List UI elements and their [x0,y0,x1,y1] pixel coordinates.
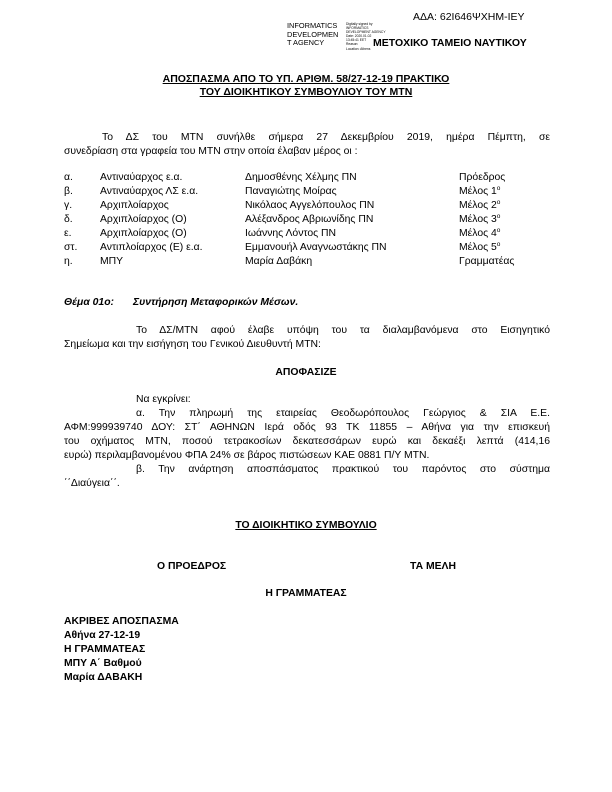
member-letter: α. [64,172,73,183]
certification-line: ΑΚΡΙΒΕΣ ΑΠΟΣΠΑΣΜΑ [64,616,179,627]
member-letter: η. [64,256,73,267]
certification-line: ΜΠΥ Α΄ Βαθμού [64,658,142,669]
stamp-line: INFORMATICS [287,21,338,30]
member-rank: Αντιναύαρχος ΛΣ ε.α. [100,186,199,197]
item-a-line4: ευρώ) περιλαμβανομένου ΦΠΑ 24% σε βάρος πιστώσεων ΚΑΕ 0881 Π/Υ ΜΤΝ. [64,450,430,461]
subject-label: Θέμα 01ο: [64,297,115,308]
member-letter: δ. [64,214,73,225]
member-letter: β. [64,186,73,197]
member-rank: Αντιναύαρχος ε.α. [100,172,183,183]
member-role: Γραμματέας [459,256,515,267]
member-letter: γ. [64,200,73,211]
member-rank: Αρχιπλοίαρχος (Ο) [100,228,187,239]
president-label: Ο ΠΡΟΕΔΡΟΣ [157,561,227,572]
item-a-line3: του οχήματος ΜΤΝ, ποσού τετρακοσίων δεκατεσσάρων ευρώ και δεκαέξι λεπτά (414,16 [64,436,550,447]
stamp-detail: INFORMATICS [346,26,369,31]
stamp-detail: 13:45:41 EET [346,38,367,43]
member-name: Παναγιώτης Μοίρας [245,186,337,197]
members-label: ΤΑ ΜΕΛΗ [410,561,456,572]
intro-line2: συνεδρίαση στα γραφεία του ΜΤΝ στην οποία έλαβαν μέρος οι : [64,146,358,157]
member-rank: ΜΠΥ [100,256,124,267]
item-a-line1: α. Την πληρωμή της εταιρείας Θεοδωρόπουλος Γεώργιος & ΣΙΑ Ε.Ε. [136,408,550,419]
stamp-detail: Location: Athens [346,46,371,51]
member-role: Μέλος $5^o$ [459,241,501,253]
secretary-label: Η ΓΡΑΜΜΑΤΕΑΣ [265,588,347,599]
signature-stamp-org [287,22,338,48]
member-rank: Αρχιπλοίαρχος (Ο) [100,214,187,225]
stamp-detail: DEVELOPMENT AGENCY [346,30,386,35]
stamp-detail: Reason: [346,42,359,47]
organization-name: ΜΕΤΟΧΙΚΟ ΤΑΜΕΙΟ ΝΑΥΤΙΚΟΥ [373,37,527,49]
document-title-line1: ΑΠΟΣΠΑΣΜΑ ΑΠΟ ΤΟ ΥΠ. ΑΡΙΘΜ. 58/27-12-19 ΠΡΑΚΤΙΚΟ [162,73,450,85]
member-role: Πρόεδρος [459,172,506,183]
member-role: Μέλος $4^o$ [459,227,501,239]
consideration-line1: Το ΔΣ/ΜΤΝ αφού έλαβε υπόψη του τα διαλαμβανόμενα στο Εισηγητικό [136,325,550,336]
stamp-detail: Digitally signed by [346,22,373,26]
member-letter: ε. [64,228,72,239]
member-name: Νικόλαος Αγγελόπουλος ΠΝ [245,200,375,211]
member-name: Δημοσθένης Χέλμης ΠΝ [245,172,357,183]
decision-heading: ΑΠΟΦΑΣΙΖΕ [275,367,337,378]
stamp-detail: Date: 2020.01.02 [346,34,372,39]
item-a-line2: ΑΦΜ:999939740 ΔΟΥ: ΣΤ΄ ΑΘΗΝΩΝ Ιερά οδός 93 ΤΚ 11855 – Αθήνα για την επισκευή [64,422,550,433]
certification-line: Αθήνα 27-12-19 [64,630,141,641]
certification-line: Μαρία ΔΑΒΑΚΗ [64,672,143,683]
consideration-line2: Σημείωμα και την εισήγηση του Γενικού Διευθυντή ΜΤΝ: [64,339,321,350]
subject-text: Συντήρηση Μεταφορικών Μέσων. [133,297,299,308]
member-rank: Αρχιπλοίαρχος [100,200,169,211]
intro-line1: Το ΔΣ του ΜΤΝ συνήλθε σήμερα 27 Δεκεμβρίου 2019, ημέρα Πέμπτη, σε [102,132,550,143]
certification-block [64,615,179,685]
member-name: Μαρία Δαβάκη [245,256,313,267]
member-letter: στ. [64,242,78,253]
member-rank: Αντιπλοίαρχος (Ε) ε.α. [100,242,203,253]
member-role: Μέλος $1^o$ [459,185,501,197]
stamp-line: T AGENCY [287,38,325,48]
member-role: Μέλος $2^o$ [459,199,501,211]
member-role: Μέλος $3^o$ [459,213,501,225]
member-name: Ιωάννης Λόντος ΠΝ [245,228,337,239]
approve-label: Να εγκρίνει: [136,394,191,405]
member-name: Αλέξανδρος Αβριωνίδης ΠΝ [245,214,374,225]
document-title-line2: ΤΟΥ ΔΙΟΙΚΗΤΙΚΟΥ ΣΥΜΒΟΥΛΙΟΥ ΤΟΥ ΜΤΝ [199,86,413,98]
item-b-line2: ΄΄Διαύγεια΄΄. [64,478,120,489]
certification-line: Η ΓΡΑΜΜΑΤΕΑΣ [64,644,146,655]
ada-code: ΑΔΑ: 62Ι646ΨΧΗΜ-ΙΕΥ [413,11,525,23]
board-heading: ΤΟ ΔΙΟΙΚΗΤΙΚΟ ΣΥΜΒΟΥΛΙΟ [235,520,377,531]
stamp-line: DEVELOPMEN [287,29,339,39]
member-name: Εμμανουήλ Αναγνωστάκης ΠΝ [245,242,387,253]
item-b-line1: β. Την ανάρτηση αποσπάσματος πρακτικού του παρόντος στο σύστημα [136,464,550,475]
